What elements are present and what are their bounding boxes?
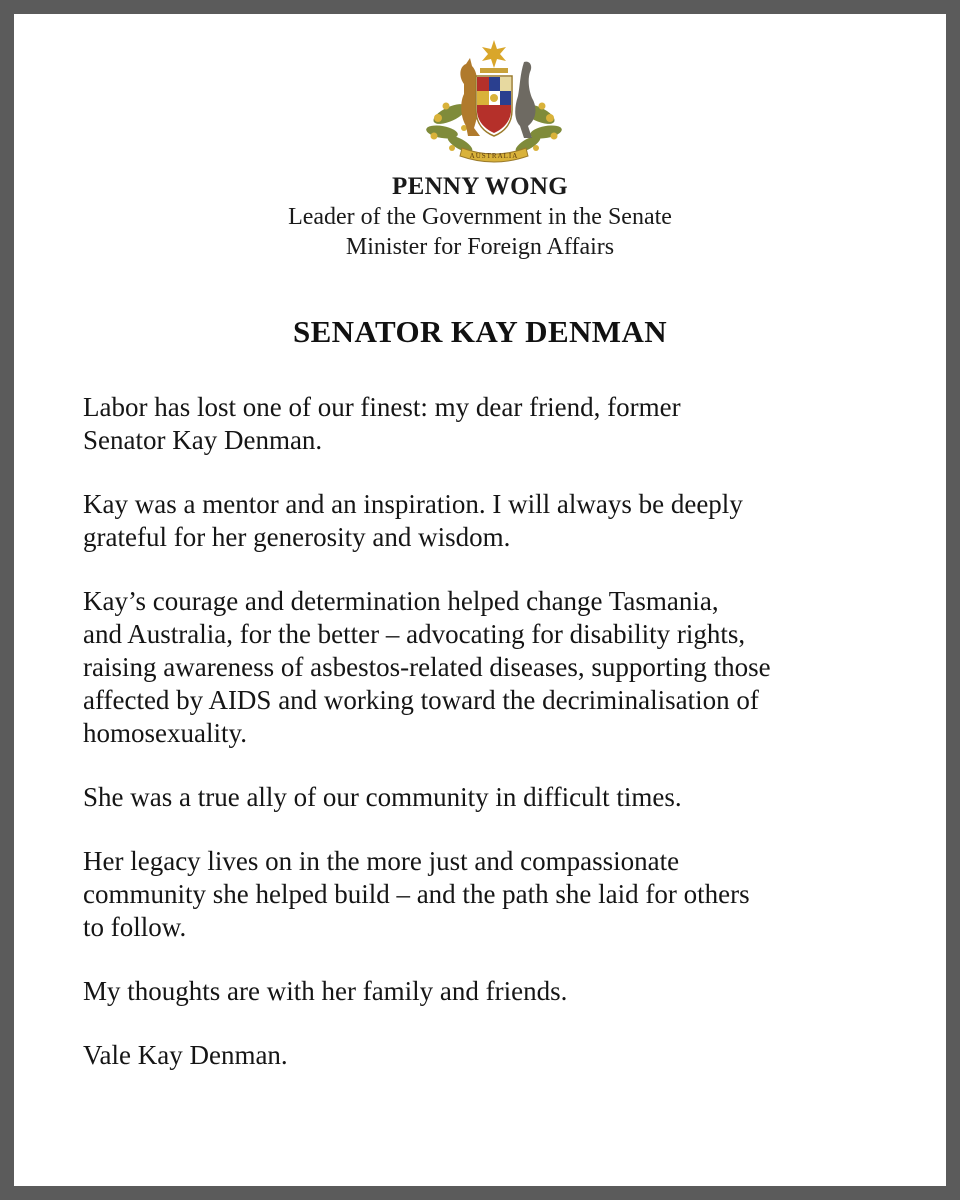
paragraph-line: Senator Kay Denman. [83, 425, 323, 455]
paragraph-line: to follow. [83, 912, 187, 942]
minister-name: PENNY WONG [392, 173, 568, 200]
closing-line [83, 1039, 913, 1072]
paragraph [83, 975, 913, 1008]
crest-scroll-text: AUSTRALIA [469, 152, 519, 160]
paragraph [83, 488, 913, 554]
paragraph-line: Labor has lost one of our finest: my dear friend, former [83, 392, 681, 422]
paragraph-line: Her legacy lives on in the more just and compassionate [83, 846, 680, 876]
paragraph-line: and Australia, for the better – advocating for disability rights, [83, 619, 746, 649]
paragraph-line: She was a true ally of our community in difficult times. [83, 782, 682, 812]
statement-title: SENATOR KAY DENMAN [292, 314, 668, 349]
paragraph [83, 391, 913, 457]
paragraph-line: raising awareness of asbestos-related diseases, supporting those [83, 652, 771, 682]
paragraph-line: My thoughts are with her family and friends. [83, 976, 568, 1006]
letterhead [14, 172, 946, 262]
paragraph [83, 781, 913, 814]
paragraph [83, 845, 913, 944]
paragraph-line: affected by AIDS and working toward the decriminalisation of [83, 685, 759, 715]
statement-page [14, 14, 946, 1186]
paragraph-line: homosexuality. [83, 718, 247, 748]
paragraph-line: grateful for her generosity and wisdom. [83, 522, 511, 552]
paragraph-line: community she helped build – and the path she laid for others [83, 879, 750, 909]
coat-of-arms-icon [420, 36, 568, 170]
minister-role-foreign-affairs: Minister for Foreign Affairs [345, 234, 615, 260]
statement-body [83, 391, 913, 1103]
paragraph-line: Vale Kay Denman. [83, 1040, 288, 1070]
paragraph-line: Kay’s courage and determination helped change Tasmania, [83, 586, 719, 616]
paragraph [83, 585, 913, 750]
minister-role-senate: Leader of the Government in the Senate [288, 204, 672, 230]
paragraph-line: Kay was a mentor and an inspiration. I will always be deeply [83, 489, 743, 519]
